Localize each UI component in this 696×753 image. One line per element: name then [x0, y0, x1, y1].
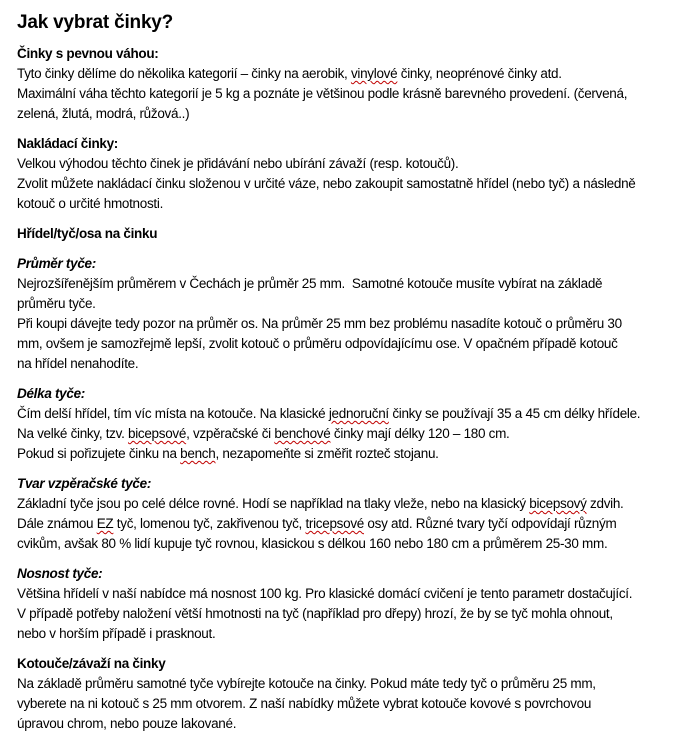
document-section: [17, 44, 692, 124]
text-segment: činky mají délky 120 – 180 cm.: [330, 426, 510, 441]
text-segment: Na velké činky, tzv.: [17, 426, 128, 441]
document-section: [17, 384, 692, 464]
text-segment: Při koupi dávejte tedy pozor na průměr os. Na průměr 25 mm bez problému nasadíte kotouč o průměru 30: [17, 316, 622, 331]
text-line: [17, 604, 692, 624]
document-section: [17, 654, 692, 734]
text-segment: Velkou výhodou těchto činek je přidávání nebo ubírání závaží (resp. kotoučů).: [17, 156, 459, 171]
text-segment: osy atd. Různé tvary tyčí odpovídají různým: [363, 516, 617, 531]
section-heading: Délka tyče:: [17, 386, 85, 401]
text-segment: průměru tyče.: [17, 296, 96, 311]
text-segment: zelená, žlutá, modrá, růžová..): [17, 106, 190, 121]
text-line: [17, 64, 692, 84]
text-segment: Dále známou: [17, 516, 97, 531]
misspelled-word: jednoruční: [328, 406, 389, 421]
text-segment: Pokud si pořizujete činku na: [17, 446, 181, 461]
document-section: [17, 564, 692, 644]
text-line: [17, 494, 692, 514]
document-title: Jak vybrat činky?: [17, 12, 174, 33]
section-heading: Kotouče/závaží na činky: [17, 656, 166, 671]
text-segment: Maximální váha těchto kategorií je 5 kg a poznáte je většinou podle krásně barevného provedení. (červená,: [17, 86, 628, 101]
text-segment: , vzpěračské či: [186, 426, 275, 441]
document-section: [17, 254, 692, 374]
misspelled-word: tricepsové: [305, 516, 364, 531]
text-segment: Základní tyče jsou po celé délce rovné. Hodí se například na tlaky vleže, nebo na klasický: [17, 496, 530, 511]
text-segment: Zvolit můžete nakládací činku složenou v určité váze, nebo zakoupit samostatně hřídel (nebo tyč) a následně: [17, 176, 636, 191]
text-line: [17, 294, 692, 314]
section-heading: Nosnost tyče:: [17, 566, 103, 581]
text-line: [17, 584, 692, 604]
text-line: [17, 354, 692, 374]
text-line: [17, 84, 692, 104]
text-line: [17, 674, 692, 694]
text-line: [17, 194, 692, 214]
text-line: [17, 104, 692, 124]
document-body: [17, 44, 692, 734]
misspelled-word: bicepsový: [529, 496, 587, 511]
text-line: [17, 174, 692, 194]
text-segment: mm, ovšem je samozřejmě lepší, zvolit kotouč o průměru odpovídajícímu ose. V opačném případě kotouč: [17, 336, 618, 351]
document-section: [17, 474, 692, 554]
text-line: [17, 334, 692, 354]
text-segment: činky se používají 35 a 45 cm délky hřídele.: [388, 406, 641, 421]
text-segment: na hřídel nenahodíte.: [17, 356, 139, 371]
misspelled-word: bicepsové: [127, 426, 187, 441]
text-segment: úpravou chrom, nebo pouze lakované.: [17, 716, 237, 731]
text-segment: Čím delší hřídel, tím víc místa na kotouče. Na klasické: [17, 406, 329, 421]
section-heading: Nakládací činky:: [17, 136, 119, 151]
text-segment: zdvih.: [586, 496, 624, 511]
document-section: [17, 224, 692, 244]
text-segment: činky, neoprénové činky atd.: [397, 66, 562, 81]
text-line: [17, 514, 692, 534]
text-segment: Tyto činky dělíme do několika kategorií – činky na aerobik,: [17, 66, 351, 81]
section-heading: Průměr tyče:: [17, 256, 96, 271]
text-segment: Nejrozšířenějším průměrem v Čechách je průměr 25 mm. Samotné kotouče musíte vybírat na základě: [17, 276, 603, 291]
text-segment: , nezapomeňte si změřit rozteč stojanu.: [215, 446, 439, 461]
misspelled-word: EZ: [96, 516, 114, 531]
text-segment: Většina hřídelí v naší nabídce má nosnost 100 kg. Pro klasické domácí cvičení je tento parametr dostačující.: [17, 586, 633, 601]
text-line: [17, 424, 692, 444]
section-heading: Tvar vzpěračské tyče:: [17, 476, 152, 491]
section-heading: Činky s pevnou váhou:: [17, 46, 159, 61]
text-segment: kotouč o určité hmotnosti.: [17, 196, 164, 211]
text-line: [17, 624, 692, 644]
misspelled-word: bench: [180, 446, 216, 461]
text-segment: vyberete na ni kotouč s 25 mm otvorem. Z naší nabídky můžete vybrat kotouče kovové s povrchovou: [17, 696, 592, 711]
text-line: [17, 274, 692, 294]
text-line: [17, 404, 692, 424]
text-line: [17, 314, 692, 334]
misspelled-word: benchové: [274, 426, 331, 441]
section-heading: Hřídel/tyč/osa na činku: [17, 226, 158, 241]
text-segment: cvikům, avšak 80 % lidí kupuje tyč rovnou, klasickou s délkou 160 nebo 180 cm a průměrem 25-30 mm.: [17, 536, 608, 551]
text-line: [17, 154, 692, 174]
text-segment: nebo v horším případě i prasknout.: [17, 626, 216, 641]
text-line: [17, 534, 692, 554]
text-segment: V případě potřeby naložení větší hmotnosti na tyč (například pro dřepy) hrozí, že by se tyč mohla ohnout,: [17, 606, 613, 621]
text-line: [17, 444, 692, 464]
text-segment: Na základě průměru samotné tyče vybírejte kotouče na činky. Pokud máte tedy tyč o průměru 25 mm,: [17, 676, 596, 691]
text-segment: tyč, lomenou tyč, zakřivenou tyč,: [113, 516, 306, 531]
text-line: [17, 694, 692, 714]
document-section: [17, 134, 692, 214]
text-line: [17, 714, 692, 734]
misspelled-word: vinylové: [350, 66, 398, 81]
